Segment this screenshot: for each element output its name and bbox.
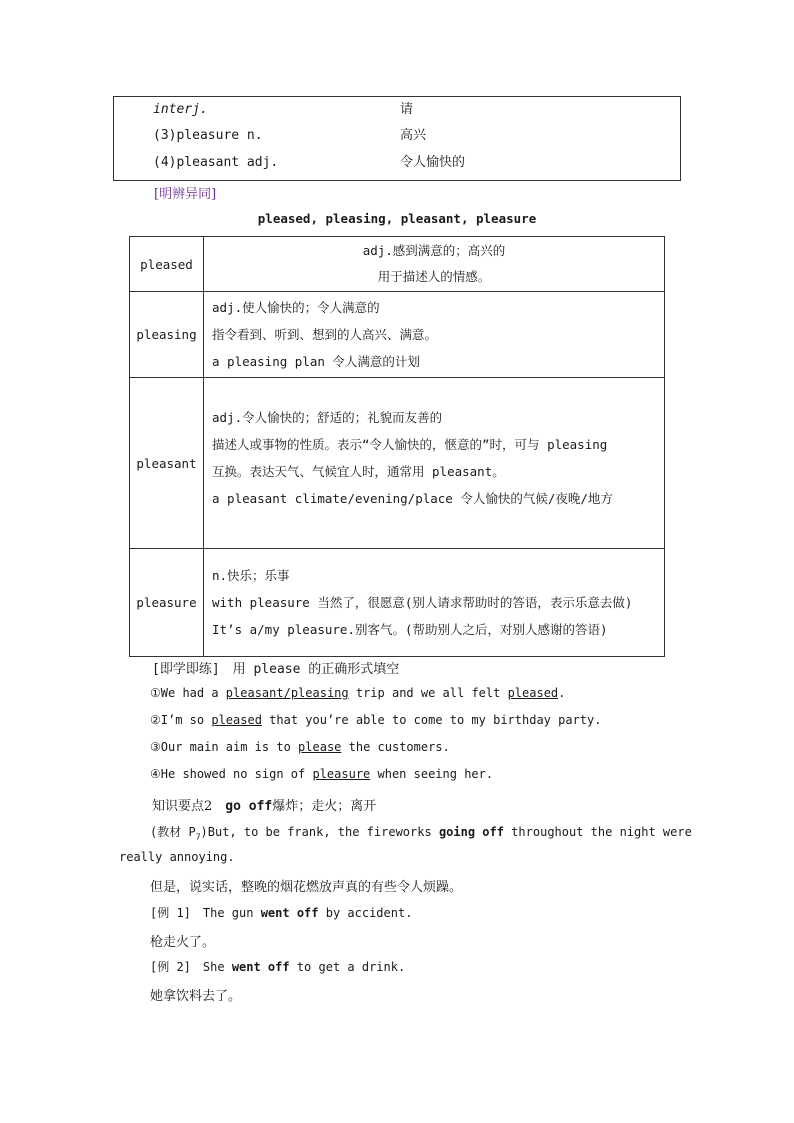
- table-row: [130, 378, 665, 549]
- knowledge-point-heading: 知识要点2 go off爆炸；走火；离开: [152, 799, 377, 814]
- exercise-item: ②I’m so pleased that you’re able to come to my birthday party.: [150, 713, 602, 727]
- word-entry: (4)pleasant adj.: [153, 155, 279, 170]
- usage-line: 描述人或事物的性质。表示“令人愉快的，惬意的”时，可与 pleasing: [212, 437, 608, 452]
- word-meaning: 高兴: [400, 128, 427, 143]
- definition-cell: [204, 378, 665, 549]
- table-row: [130, 549, 665, 657]
- answer: pleased: [211, 713, 262, 727]
- definition-cell: [204, 237, 665, 292]
- phrase: go off: [225, 799, 273, 814]
- usage-line: It’s a/my pleasure.别客气。(帮助别人之后，对别人感谢的答语): [212, 622, 608, 637]
- translation: 但是，说实话，整晚的烟花燃放声真的有些令人烦躁。: [150, 880, 463, 895]
- answer: pleasant/pleasing: [225, 686, 349, 700]
- definition-line: adj.感到满意的；高兴的: [362, 243, 506, 258]
- example-1-translation: 枪走火了。: [150, 935, 216, 950]
- exercise-item: ①We had a pleasant/pleasing trip and we all felt pleased.: [150, 686, 566, 700]
- definition-cell: [204, 549, 665, 657]
- word-entry: [153, 102, 208, 118]
- source-sentence-cont: really annoying.: [119, 850, 235, 864]
- usage-line: 用于描述人的情感。: [377, 269, 491, 284]
- definition-line: adj.令人愉快的；舒适的；礼貌而友善的: [212, 410, 443, 425]
- word-cell: pleasure: [130, 549, 204, 657]
- word-label: interj.: [153, 102, 208, 117]
- usage-line: 指令看到、听到、想到的人高兴、满意。: [212, 327, 438, 342]
- definition-line: adj.使人愉快的；令人满意的: [212, 300, 380, 315]
- example-1: [例 1] The gun went off by accident.: [150, 906, 413, 920]
- source-sentence: (教材 $P_7)But$, to be frank, the fireworks going off throughout the night were: [150, 825, 692, 842]
- answer: please: [298, 740, 342, 754]
- answer: pleasure: [312, 767, 371, 781]
- word-meaning: 请: [400, 102, 414, 117]
- example-line: a pleasant climate/evening/place 令人愉快的气候/夜晚/地方: [212, 491, 613, 506]
- answer: pleased: [507, 686, 559, 700]
- usage-line: with pleasure 当然了，很愿意(别人请求帮助时的答语，表示乐意去做): [212, 595, 633, 610]
- comparison-table: [129, 236, 665, 657]
- example-2: [例 2] She went off to get a drink.: [150, 960, 406, 974]
- table-row: [130, 292, 665, 378]
- word-cell: pleasant: [130, 378, 204, 549]
- definition-cell: [204, 292, 665, 378]
- word-form-box: [113, 96, 681, 181]
- example-2-translation: 她拿饮料去了。: [150, 989, 242, 1004]
- word-entry: (3)pleasure n.: [153, 128, 263, 143]
- exercise-heading: [即学即练] 用 please 的正确形式填空: [152, 662, 400, 677]
- section-tag: [明辨异同]: [154, 187, 217, 202]
- exercise-item: ④He showed no sign of pleasure when seeing her.: [150, 767, 494, 781]
- word-meaning: 令人愉快的: [400, 155, 466, 170]
- table-row: [130, 237, 665, 292]
- definition-line: n.快乐；乐事: [212, 568, 290, 583]
- example-line: a pleasing plan 令人满意的计划: [212, 354, 420, 369]
- word-cell: pleasing: [130, 292, 204, 378]
- usage-line: 互换。表达天气、气候宜人时，通常用 pleasant。: [212, 464, 505, 479]
- word-cell: pleased: [130, 237, 204, 292]
- table-title: pleased, pleasing, pleasant, pleasure: [257, 211, 537, 226]
- exercise-item: ③Our main aim is to please the customers.: [150, 740, 450, 754]
